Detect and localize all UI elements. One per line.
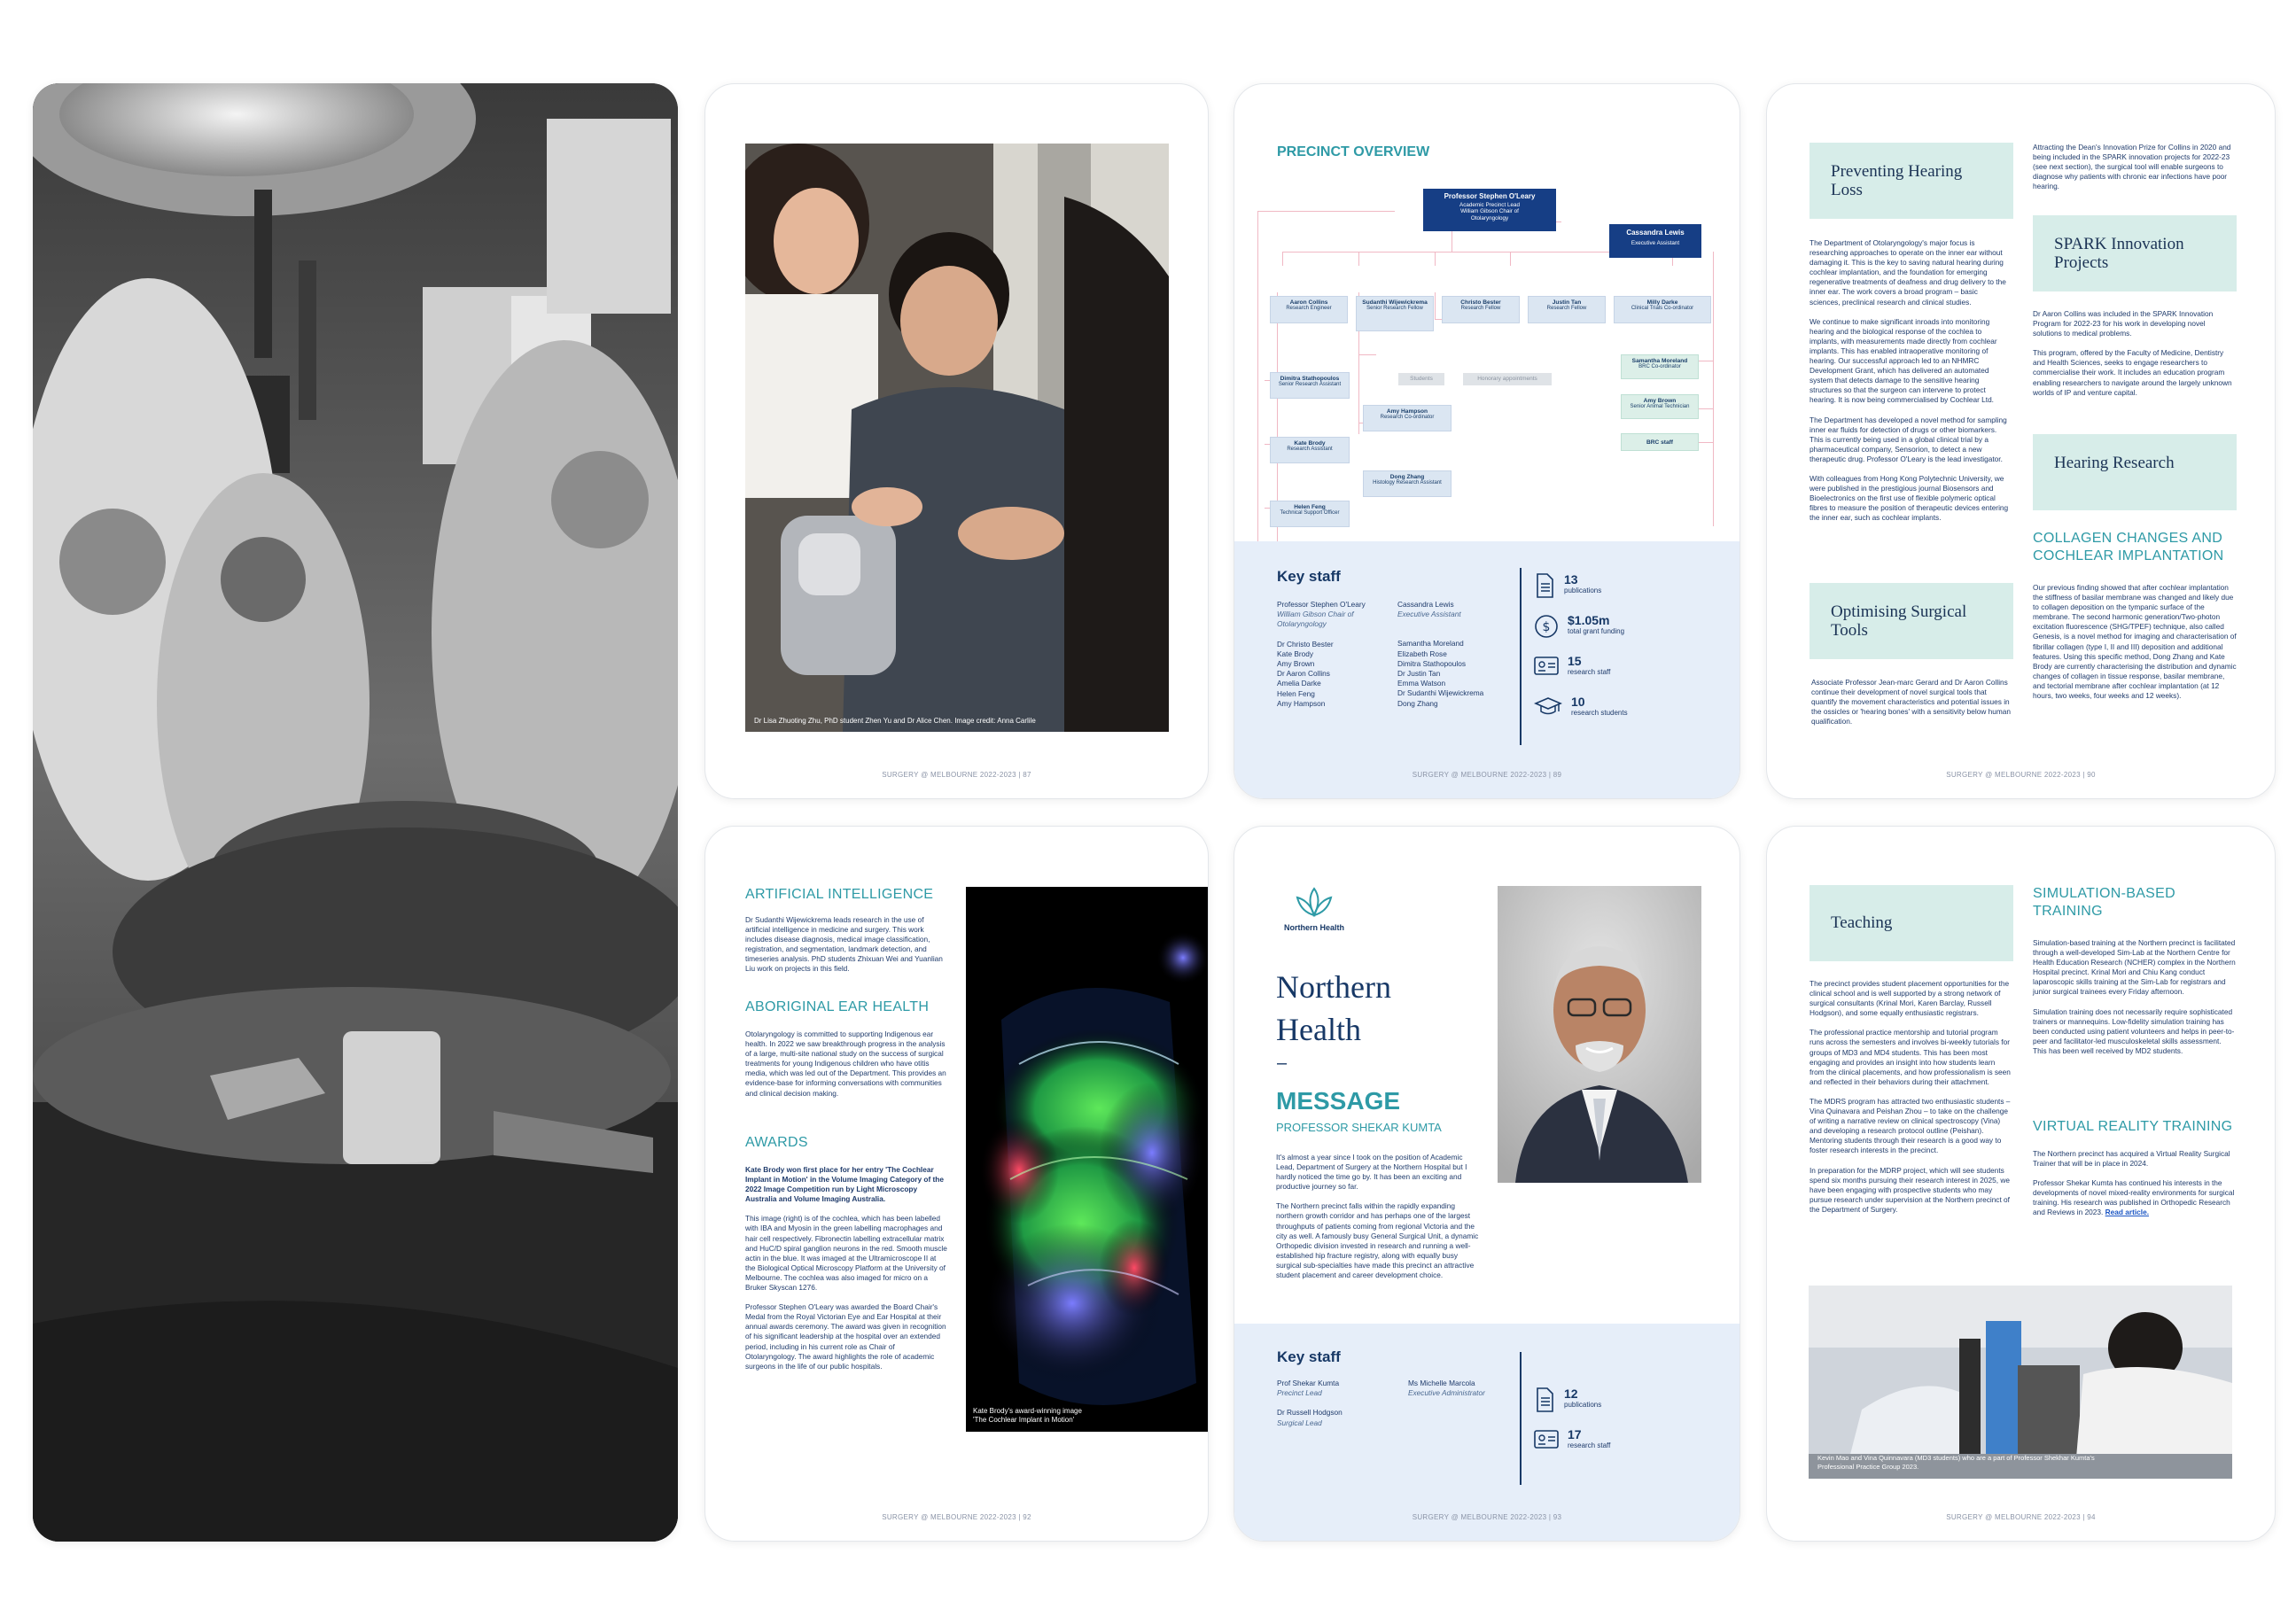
stats-divider <box>1520 1352 1522 1485</box>
awards-text: Kate Brody won first place for her entry 'The Cochlear Implant in Motion' in the Volume Imaging Category of the 2022 Image Competition run by Light Microscopy Australia and Volume Imaging Australia. This image (right) is of the cochlea, which has been labelled with IBA and Myosin in the green labelling macrophages and hair cell respectively. Fibronectin labelling extracellular matrix and HuC/D spiral ganglion neurons in the red. Smooth muscle actin in the blue. It was imaged at the Ultramicroscope II at the Biological Optical Microscopy Platform at the University of Melbourne. The cochlea was also imaged for micro on a Bruker Skyscan 1276. Professor Stephen O'Leary was awarded the Board Chair's Medal from the Royal Victorian Eye and Ear Hospital at their annual awards ceremony. The award was given in recognition of his significant leadership at the hospital over an extended period, including in his current role as Chair of Otolaryngology. The award highlights the role of academic surgeons in the life of our public hospitals. <box>745 1165 947 1371</box>
stats-divider <box>1520 568 1522 745</box>
spark-innovation-box: SPARK Innovation Projects <box>2033 215 2237 291</box>
key-staff-col1: Professor Stephen O'Leary William Gibson Chair of Otolaryngology Dr Christo Bester Kate Brody Amy Brown Dr Aaron Collins Amelia Darke Helen Feng Amy Hampson <box>1277 600 1366 708</box>
org-dimitra: Dimitra Stathopoulos Senior Research Assistant <box>1270 372 1350 399</box>
message-heading: MESSAGE <box>1276 1087 1401 1115</box>
key-staff-title: Key staff <box>1277 1348 1341 1365</box>
page-footer: SURGERY @ MELBOURNE 2022-2023 | 90 <box>1946 771 2096 779</box>
org-kate-brody: Kate Brody Research Assistant <box>1270 437 1350 463</box>
teaching-text: The precinct provides student placement opportunities for the clinical school and is well supported by a strong network of surgical consultants (Krinal Mori, Karen Barclay, Russell Hodgson), and some equally enthusiastic registrars. The professional practice mentorship and tutorial program runs across the semesters and involves bi-weekly tutorials for groups of MD3 and MD4 students. This has been most engaging and provides an insight into how students learn from the clinical placements, and how professionalism is seen and reflected in their behaviors during their attachment. The MDRS program has attracted two enthusiastic students – Vina Quinavara and Peishan Zhou – to take on the challenge of writing a narrative review on clinical spectroscopy (Vina) and developing a research protocol outline (Peishan). Mentoring students through their research is a good way to foster research interests in the precinct. In preparation for the MDRP project, which will see students spend six months pursuing their research interest in 2025, we have been engaging with prospective students who may pursue research under supervision at the Northern precinct of the Department of Surgery. <box>1810 979 2011 1214</box>
page-footer: SURGERY @ MELBOURNE 2022-2023 | 92 <box>882 1513 1031 1521</box>
title-dash: – <box>1277 1053 1288 1073</box>
dollar-icon <box>1534 614 1559 639</box>
org-milly-darke: Milly Darke Clinical Trials Co-ordinator <box>1614 296 1711 323</box>
photo-caption: Dr Lisa Zhuoting Zhu, PhD student Zhen Yu and Dr Alice Chen. Image credit: Anna Carlile <box>754 717 1036 725</box>
org-sudanthi: Sudanthi Wijewickrema Senior Research Fellow <box>1356 296 1434 331</box>
northern-health-logo: Northern Health <box>1279 887 1350 932</box>
svg-text:$: $ <box>1542 620 1551 634</box>
stat-publications: 12 publications <box>1534 1387 1601 1412</box>
page-87 <box>704 83 1209 799</box>
key-staff-panel <box>1234 1324 1740 1541</box>
org-brc-staff: BRC staff <box>1621 433 1699 451</box>
hearing-research-box: Hearing Research <box>2033 434 2237 510</box>
org-justin-tan: Justin Tan Research Fellow <box>1528 296 1606 323</box>
northern-health-title: Northern Health <box>1276 969 1391 1047</box>
org-aaron-collins: Aaron Collins Research Engineer <box>1270 296 1348 323</box>
deans-prize-text: Attracting the Dean's Innovation Prize for Collins in 2020 and being included in the SPARK innovation projects for 2022-23 (see next section), the surgical tool will enable surgeons to diagnose why patients with chronic ear infections have poor hearing. <box>2033 143 2231 191</box>
cochlea-image <box>966 887 1209 1432</box>
simulation-text: Simulation-based training at the Northern precinct is facilitated through a well-developed Sim-Lab at the Northern Centre for Health Education Research (NCHER) complex in the Northern Hospital precinct. Krinal Mori and Chiu Kang conduct laparoscopic skills training at the Sim-Lab for registrars and junior surgical trainees every Friday afternoon. Simulation training does not necessarily require sophisticated trainers or mannequins. Low-fidelity simulation training has been conducted using patient volunteers and helps in peer-to-peer and facilitator-led musculoskeletal skills assessment. This has been well received by MD2 students. <box>2033 938 2236 1055</box>
org-lead: Professor Stephen O'Leary Academic Precinct Lead William Gibson Chair of Otolaryngology <box>1423 189 1556 231</box>
teaching-box: Teaching <box>1810 885 2013 961</box>
org-samantha: Samantha Moreland BRC Co-ordinator <box>1621 354 1699 379</box>
professor-portrait <box>1498 886 1701 1183</box>
ai-heading: ARTIFICIAL INTELLIGENCE <box>745 887 934 902</box>
awards-heading: AWARDS <box>745 1135 808 1150</box>
stat-research-students: 10 research students <box>1534 695 1628 717</box>
id-card-icon <box>1534 655 1559 676</box>
stat-research-staff: 17 research staff <box>1534 1428 1610 1449</box>
preventing-hearing-loss-box: Preventing Hearing Loss <box>1810 143 2013 219</box>
students-photo <box>745 144 1169 732</box>
professor-subheading: PROFESSOR SHEKAR KUMTA <box>1276 1121 1442 1134</box>
sim-lab-caption: Kevin Mao and Vina Quinnavara (MD3 students) who are a part of Professor Shekhar Kumta's Professional Practice Group 2023. <box>1817 1454 2095 1471</box>
key-staff-col2: Ms Michelle Marcola Executive Administrator <box>1408 1379 1485 1398</box>
org-amy-brown: Amy Brown Senior Animal Technician <box>1621 394 1699 419</box>
cochlea-caption: Kate Brody's award-winning image 'The Cochlear Implant in Motion' <box>973 1407 1082 1424</box>
page-footer: SURGERY @ MELBOURNE 2022-2023 | 93 <box>1412 1513 1562 1521</box>
org-helen-feng: Helen Feng Technical Support Officer <box>1270 501 1350 527</box>
page-93 <box>1234 826 1740 1542</box>
document-icon <box>1534 1387 1555 1412</box>
page-89 <box>1234 83 1740 799</box>
vr-heading: VIRTUAL REALITY TRAINING <box>2033 1119 2233 1134</box>
vr-text: The Northern precinct has acquired a Virtual Reality Surgical Trainer that will be in place in 2024. Professor Shekar Kumta has continued his interests in the developments of novel mixed-reality environments for surgical training. His research was published in Orthopedic Research and Reviews in 2023. Read article. <box>2033 1149 2235 1217</box>
aboriginal-heading: ABORIGINAL EAR HEALTH <box>745 999 930 1014</box>
graduation-cap-icon <box>1534 695 1562 717</box>
surgery-photo-card <box>33 83 678 1542</box>
simulation-heading: SIMULATION-BASED TRAINING <box>2033 886 2175 919</box>
page-94 <box>1766 826 2276 1542</box>
org-students: Students <box>1398 373 1444 385</box>
key-staff-panel <box>1234 541 1740 798</box>
hearing-loss-text: The Department of Otolaryngology's major focus is researching approaches to operate on the inner ear without damaging it. This is the key to saving natural hearing during cochlear implantation, and the foundation for emerging regenerative treatments of deafness and drug delivery to the inner ear. The work covers a broad program – basic sciences, preclinical research and clinical studies. We continue to make significant inroads into monitoring hearing and the biological response of the cochlea to implants, with measurements made directly from cochlear implants. This has enabled intraoperative monitoring of hearing. Our successful approach led to an NHMRC Development Grant, which has delivered an automated system that detects damage to the sensitive hearing structures so that the surgeon can intervene to protect hearing. It is now being commercialised by Cochlear Ltd. The Department has developed a novel method for sampling inner ear fluids for detection of drugs or other biomarkers. This is currently being used in a global clinical trial by a pharmaceutical company, Sensorion, to detect a new therapeutic drug. Professor O'Leary is the lead investigator. With colleagues from Hong Kong Polytechnic University, we were published in the prestigious journal Biosensors and Bioelectronics on the first use of flexible polymeric optical fibres to measure the position of therapeutic devices entering the inner ear, such as cochlear implants. <box>1810 238 2009 523</box>
org-dong-zhang: Dong Zhang Histology Research Assistant <box>1363 470 1452 497</box>
page-footer: SURGERY @ MELBOURNE 2022-2023 | 87 <box>882 771 1031 779</box>
stat-research-staff: 15 research staff <box>1534 655 1610 676</box>
page-90 <box>1766 83 2276 799</box>
stat-funding: $ $1.05m total grant funding <box>1534 614 1624 639</box>
collagen-text: Our previous finding showed that after cochlear implantation the stiffness of basilar membrane was changed and likely due to collagen deposition on the tympanic surface of the membrane. The second harmonic generation/Two-photon excitation fluorescence (SHG/TPEF) technique, also called Genesis, is a novel method for imaging and characterisation of fibrillar collagen (type I, II and III) deposition and additional features. Using this specific method, Dong Zhang and Kate Brody are currently characterising the distribution and dynamic changes of collagen in tissue response, basilar membrane, and tectorial membrane after cochlear implantation (at 12 hours, two weeks, four weeks and 12 weeks). <box>2033 583 2237 701</box>
ai-text: Dr Sudanthi Wijewickrema leads research in the use of artificial intelligence in medicine and surgery. This work includes disease diagnosis, medical image classification, registration, and segmentation, landmark detection, and timeseries analysis. PhD students Zhixuan Wei and Yuanlian Liu work on projects in this field. <box>745 915 943 974</box>
org-honorary: Honorary appointments <box>1463 373 1552 385</box>
org-assistant: Cassandra Lewis Executive Assistant <box>1609 224 1701 258</box>
document-icon <box>1534 573 1555 598</box>
message-text: It's almost a year since I took on the position of Academic Lead, Department of Surgery at the Northern Hospital but I hardly noticed the time go by. It has been an exciting and productive journey so far. The Northern precinct falls within the rapidly expanding northern growth corridor and has perhaps one of the largest throughputs of patients coming from regional Victoria and the city as well. A famously busy General Surgical Unit, a dynamic Orthopedic division invested in research and running a well-established hip fracture registry, along with equally busy surgical sub-specialties have made this precinct an attractive student placement and career development choice. <box>1276 1153 1479 1280</box>
org-christo-bester: Christo Bester Research Fellow <box>1442 296 1520 323</box>
collagen-heading: COLLAGEN CHANGES AND COCHLEAR IMPLANTATION <box>2033 531 2224 563</box>
aboriginal-text: Otolaryngology is committed to supporting Indigenous ear health. In 2022 we saw breakthrough progress in the analysis of a large, multi-site national study on the success of surgical treatments for young Indigenous children who have otitis media, which was led out of the Department. This provides an evidence-base for informing conversations with communities and clinical decision making. <box>745 1029 946 1098</box>
page-footer: SURGERY @ MELBOURNE 2022-2023 | 89 <box>1412 771 1562 779</box>
stat-publications: 13 publications <box>1534 573 1601 598</box>
key-staff-title: Key staff <box>1277 568 1341 585</box>
spark-text: Dr Aaron Collins was included in the SPARK Innovation Program for 2022-23 for his work in developing novel solutions to medical problems. This program, offered by the Faculty of Medicine, Dentistry and Health Sciences, seeks to engage researchers to commercialise their work. It includes an education program enabling researchers to navigate around the largely unknown worlds of IP and venture capital. <box>2033 309 2232 397</box>
lotus-logo-icon <box>1296 887 1333 919</box>
org-amy-hampson: Amy Hampson Research Co-ordinator <box>1363 405 1452 431</box>
read-article-link[interactable]: Read article. <box>2105 1208 2150 1217</box>
page-footer: SURGERY @ MELBOURNE 2022-2023 | 94 <box>1946 1513 2096 1521</box>
id-card-icon <box>1534 1428 1559 1449</box>
page-92 <box>704 826 1209 1542</box>
key-staff-col2: Cassandra Lewis Executive Assistant Samantha Moreland Elizabeth Rose Dimitra Stathopoulos Dr Justin Tan Emma Watson Dr Sudanthi Wijewickrema Dong Zhang <box>1397 600 1484 708</box>
key-staff-col1: Prof Shekar Kumta Precinct Lead Dr Russell Hodgson Surgical Lead <box>1277 1379 1343 1427</box>
surgical-tools-text: Associate Professor Jean-marc Gerard and Dr Aaron Collins continue their development of novel surgical tools that quantify the movement characteristics and potential issues in the ossicles or 'hearing bones' with a sensitivity below human qualification. <box>1811 678 2011 726</box>
precinct-overview-title: PRECINCT OVERVIEW <box>1277 144 1430 159</box>
surgery-photo <box>33 83 678 1542</box>
sim-lab-photo <box>1809 1286 2232 1479</box>
optimising-surgical-tools-box: Optimising Surgical Tools <box>1810 583 2013 659</box>
